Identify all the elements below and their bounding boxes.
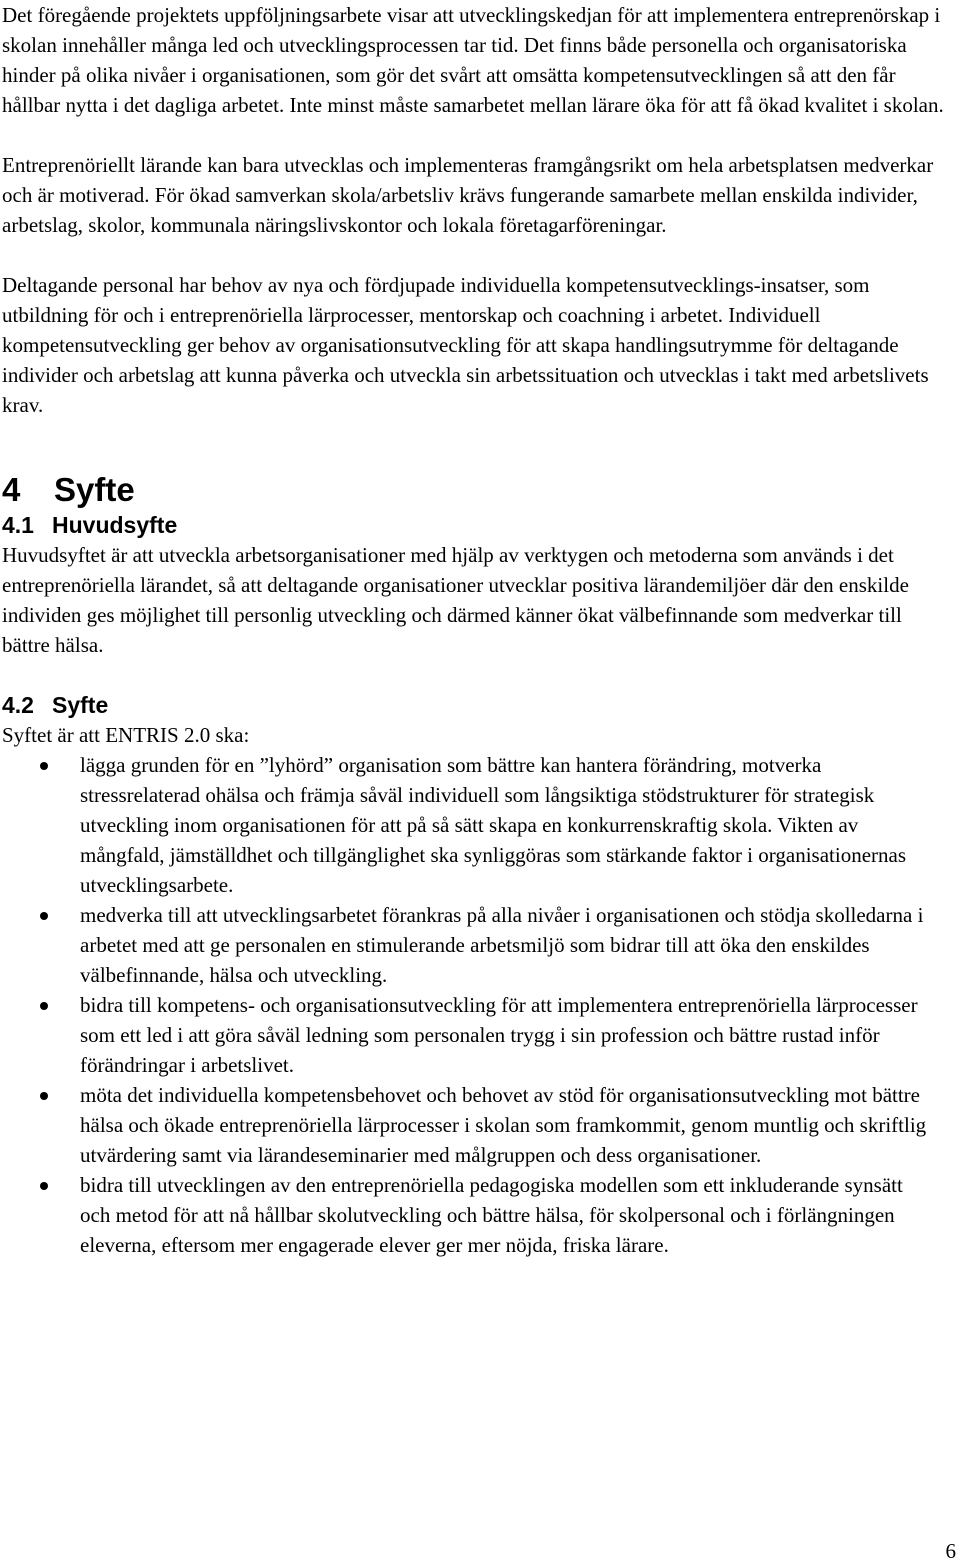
document-page [2, 0, 954, 1260]
section-number: 4 [2, 471, 21, 508]
subsection-2-number: 4.2 [2, 692, 34, 718]
list-item-text: bidra till utvecklingen av den entreprenöriella pedagogiska modellen som ett inkluderande synsätt och metod för att nå hållbar skolutveckling och bättre hälsa, för skolpersonal och i förlängningen eleverna, eftersom mer engagerade elever ger mer nöjda, friska lärare. [80, 1173, 903, 1257]
subsection-2-title: Syfte [52, 692, 109, 718]
section-title: Syfte [54, 471, 135, 508]
list-item [2, 1170, 954, 1260]
page-number: 6 [945, 1539, 956, 1563]
section-heading-syfte [2, 470, 954, 510]
list-item-text: möta det individuella kompetensbehovet och behovet av stöd för organisationsutveckling mot bättre hälsa och ökade entreprenöriella lärprocesser i skolan som framkommit, genom muntlig och skriftlig utvärdering samt via lärandeseminarier med målgruppen och dess organisationer. [80, 1083, 927, 1167]
intro-paragraph-1: Det föregående projektets uppföljningsarbete visar att utvecklingskedjan för att implementera entreprenörskap i skolan innehåller många led och utvecklingsprocessen tar tid. Det finns både personella och organisatoriska hinder på olika nivåer i organisationen, som gör det svårt att omsätta kompetensutvecklingen så att den får hållbar nytta i det dagliga arbetet. Inte minst måste samarbetet mellan lärare öka för att få ökad kvalitet i skolan. [2, 3, 944, 117]
subsection-1-number: 4.1 [2, 512, 34, 538]
intro-paragraph-2: Entreprenöriellt lärande kan bara utvecklas och implementeras framgångsrikt om hela arbetsplatsen medverkar och är motiverad. För ökad samverkan skola/arbetsliv krävs fungerande samarbete mellan enskilda individer, arbetslag, skolor, kommunala näringslivskontor och lokala företagarföreningar. [2, 153, 934, 237]
list-item [2, 900, 954, 990]
subsection-heading-syfte [2, 690, 954, 720]
list-item-text: medverka till att utvecklingsarbetet förankras på alla nivåer i organisationen och stödja skolledarna i arbetet med att ge personalen en stimulerande arbetsmiljö som bidrar till att öka den enskildes välbefinnande, hälsa och utveckling. [80, 903, 924, 987]
bullet-icon [40, 762, 48, 770]
bullet-icon [40, 912, 48, 920]
list-item-text: lägga grunden för en ”lyhörd” organisation som bättre kan hantera förändring, motverka stressrelaterad ohälsa och främja såväl individuell som långsiktiga stödstrukturer för strategisk utveckling inom organisationen för att på så sätt skapa en konkurrenskraftig skola. Vikten av mångfald, jämställdhet och tillgänglighet ska synliggöras som stärkande faktor i organisationernas utvecklingsarbete. [80, 753, 907, 897]
intro-paragraph-3: Deltagande personal har behov av nya och fördjupade individuella kompetensutvecklings-insatser, som utbildning för och i entreprenöriella lärprocesser, mentorskap och coachning i arbetet. Individuell kompetensutveckling ger behov av organisationsutveckling för att skapa handlingsutrymme för deltagande individer och arbetslag att kunna påverka och utveckla sin arbetssituation och utvecklas i takt med arbetslivets krav. [2, 273, 929, 417]
huvudsyfte-paragraph: Huvudsyftet är att utveckla arbetsorganisationer med hjälp av verktygen och metoderna som används i det entreprenöriella lärandet, så att deltagande organisationer utvecklar positiva lärandemiljöer där den enskilde individen ges möjlighet till personlig utveckling och därmed känner ökat välbefinnande som medverkar till bättre hälsa. [2, 543, 909, 657]
list-item [2, 990, 954, 1080]
bullet-icon [40, 1092, 48, 1100]
syfte-intro: Syftet är att ENTRIS 2.0 ska: [2, 723, 250, 747]
list-item-text: bidra till kompetens- och organisationsutveckling för att implementera entreprenöriella lärprocesser som ett led i att göra såväl ledning som personalen trygg i sin profession och bättre rustad inför förändringar i arbetslivet. [80, 993, 918, 1077]
subsection-1-title: Huvudsyfte [52, 512, 178, 538]
bullet-icon [40, 1182, 48, 1190]
list-item [2, 1080, 954, 1170]
subsection-heading-huvudsyfte [2, 510, 954, 540]
list-item [2, 750, 954, 900]
bullet-icon [40, 1002, 48, 1010]
syfte-bullet-list [2, 750, 954, 1260]
